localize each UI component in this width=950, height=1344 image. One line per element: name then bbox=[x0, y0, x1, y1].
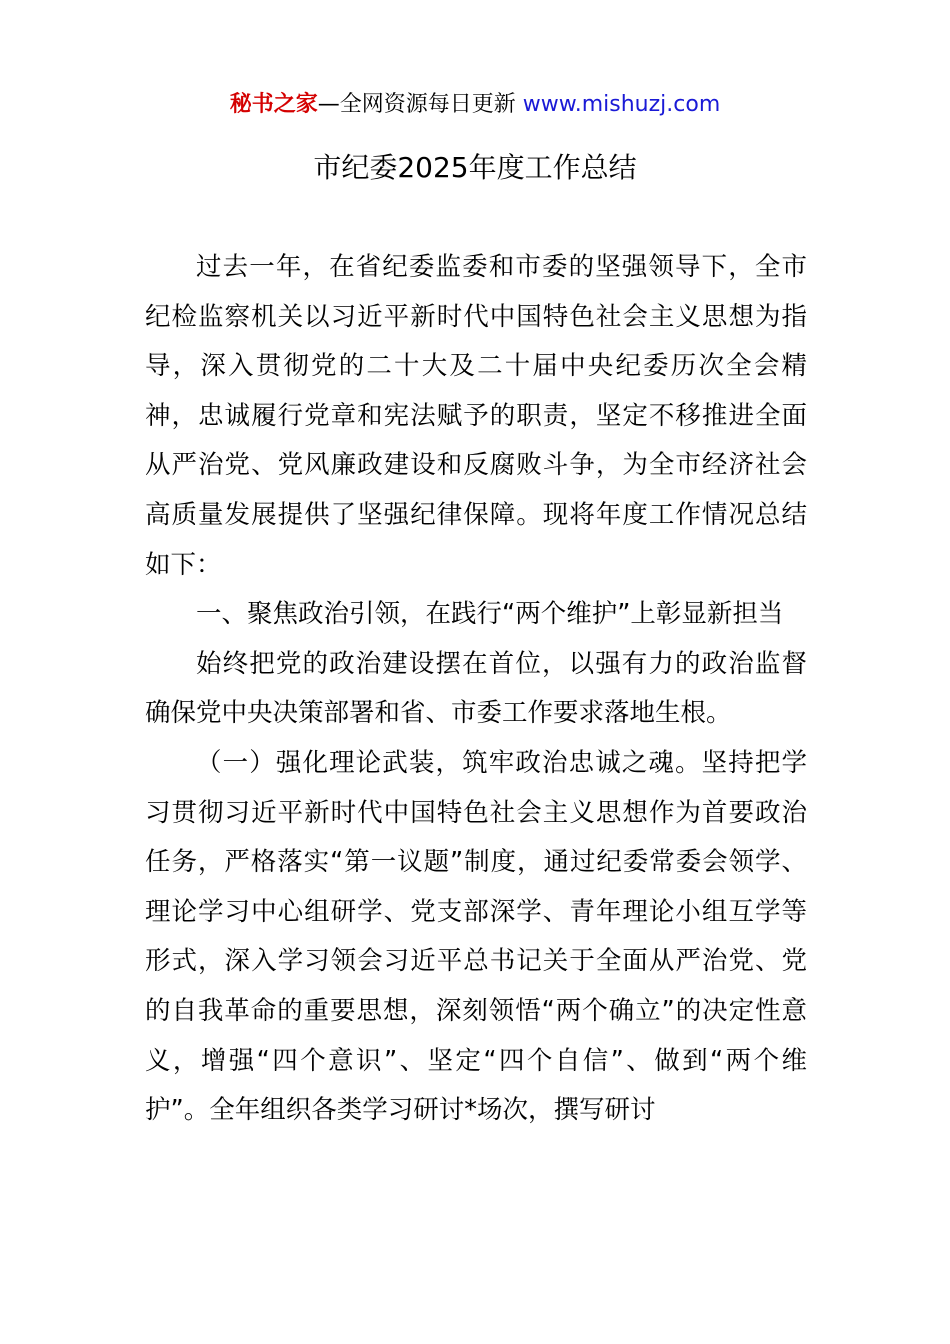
paragraph-subsection-1: （一）强化理论武装，筑牢政治忠诚之魂。坚持把学习贯彻习近平新时代中国特色社会主义思想作为首要政治任务，严格落实“第一议题”制度，通过纪委常委会领学、理论学习中心组研学、党支部深学、青年理论小组互学等形式，深入学习领会习近平总书记关于全面从严治党、党的自我革命的重要思想，深刻领悟“两个确立”的决定性意义，增强“四个意识”、坚定“四个自信”、做到“两个维护”。全年组织各类学习研讨*场次，撰写研讨 bbox=[145, 747, 807, 1126]
document-body bbox=[145, 243, 807, 1136]
header-tagline: —全网资源每日更新 bbox=[317, 92, 516, 117]
section-heading-1: 一、聚焦政治引领，在践行“两个维护”上彰显新担当 bbox=[196, 599, 784, 630]
header-site-link[interactable]: www.mishuzj.com bbox=[522, 92, 721, 117]
header-brand: 秘书之家 bbox=[229, 92, 318, 117]
paragraph-section-1-intro: 始终把党的政治建设摆在首位，以强有力的政治监督确保党中央决策部署和省、市委工作要求落地生根。 bbox=[145, 648, 807, 729]
paragraph-intro: 过去一年，在省纪委监委和市委的坚强领导下，全市纪检监察机关以习近平新时代中国特色社会主义思想为指导，深入贯彻党的二十大及二十届中央纪委历次全会精神，忠诚履行党章和宪法赋予的职责，坚定不移推进全面从严治党、党风廉政建设和反腐败斗争，为全市经济社会高质量发展提供了坚强纪律保障。现将年度工作情况总结如下： bbox=[145, 252, 807, 580]
watermark-header bbox=[0, 88, 950, 122]
document-title: 市纪委2025年度工作总结 bbox=[313, 151, 637, 184]
